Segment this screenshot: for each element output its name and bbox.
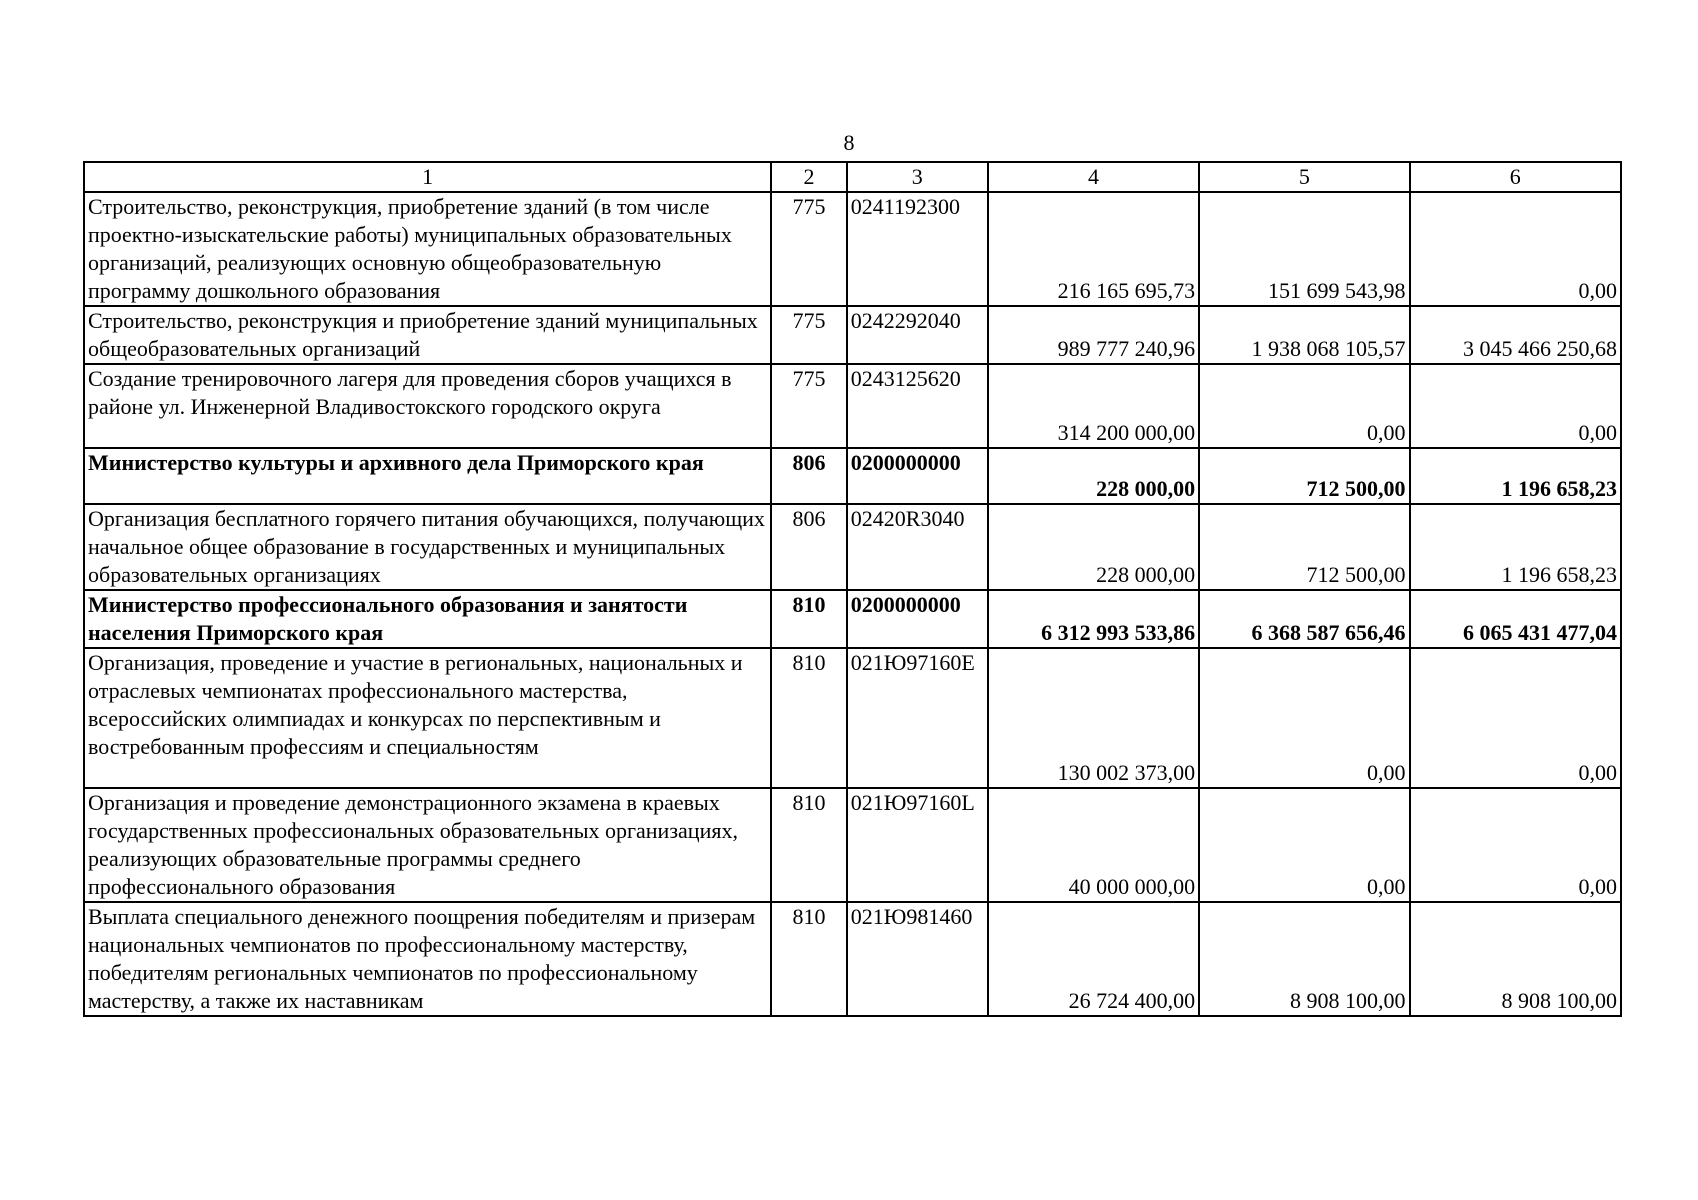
row-name: Организация и проведение демонстрационного экзамена в краевых государственных профессиональных образовательных организациях, реализующих образовательные программы среднего профессионального образования xyxy=(84,788,771,902)
row-amount-col4: 216 165 695,73 xyxy=(988,192,1199,306)
row-amount-col4: 40 000 000,00 xyxy=(988,788,1199,902)
row-amount-col6: 0,00 xyxy=(1410,192,1621,306)
row-department-code: 775 xyxy=(771,306,847,364)
column-header-4: 4 xyxy=(988,162,1199,192)
row-name: Министерство профессионального образования и занятости населения Приморского края xyxy=(84,590,771,648)
row-amount-col5: 1 938 068 105,57 xyxy=(1199,306,1409,364)
table-row xyxy=(84,306,1621,364)
row-name: Министерство культуры и архивного дела Приморского края xyxy=(84,448,771,504)
column-header-5: 5 xyxy=(1199,162,1409,192)
row-name: Строительство, реконструкция и приобретение зданий муниципальных общеобразовательных организаций xyxy=(84,306,771,364)
row-amount-col4: 228 000,00 xyxy=(988,504,1199,590)
row-amount-col4: 228 000,00 xyxy=(988,448,1199,504)
row-department-code: 806 xyxy=(771,504,847,590)
row-amount-col4: 6 312 993 533,86 xyxy=(988,590,1199,648)
table-row-department-total xyxy=(84,448,1621,504)
row-target-article: 0242292040 xyxy=(847,306,988,364)
row-amount-col5: 0,00 xyxy=(1199,648,1409,788)
row-department-code: 810 xyxy=(771,648,847,788)
row-amount-col6: 0,00 xyxy=(1410,788,1621,902)
column-header-3: 3 xyxy=(847,162,988,192)
table-row xyxy=(84,902,1621,1016)
row-department-code: 810 xyxy=(771,902,847,1016)
row-department-code: 806 xyxy=(771,448,847,504)
row-amount-col6: 3 045 466 250,68 xyxy=(1410,306,1621,364)
row-amount-col5: 6 368 587 656,46 xyxy=(1199,590,1409,648)
table-row xyxy=(84,364,1621,448)
row-amount-col5: 0,00 xyxy=(1199,788,1409,902)
table-row xyxy=(84,648,1621,788)
row-department-code: 810 xyxy=(771,788,847,902)
row-amount-col6: 6 065 431 477,04 xyxy=(1410,590,1621,648)
row-target-article: 0200000000 xyxy=(847,590,988,648)
row-name: Организация, проведение и участие в региональных, национальных и отраслевых чемпионатах профессионального мастерства, всероссийских олимпиадах и конкурсах по перспективным и востребованным профессиям и специальностям xyxy=(84,648,771,788)
table-row-department-total xyxy=(84,590,1621,648)
row-amount-col6: 1 196 658,23 xyxy=(1410,448,1621,504)
row-department-code: 810 xyxy=(771,590,847,648)
row-target-article: 021Ю97160Е xyxy=(847,648,988,788)
row-name: Выплата специального денежного поощрения победителям и призерам национальных чемпионатов по профессиональному мастерству, победителям региональных чемпионатов по профессиональному мастерству, а также их наставникам xyxy=(84,902,771,1016)
row-amount-col6: 0,00 xyxy=(1410,648,1621,788)
row-amount-col4: 130 002 373,00 xyxy=(988,648,1199,788)
row-name: Строительство, реконструкция, приобретение зданий (в том числе проектно-изыскательские работы) муниципальных образовательных организаций, реализующих основную общеобразовательную программу дошкольного образования xyxy=(84,192,771,306)
row-amount-col5: 712 500,00 xyxy=(1199,504,1409,590)
row-name: Организация бесплатного горячего питания обучающихся, получающих начальное общее образование в государственных и муниципальных образовательных организациях xyxy=(84,504,771,590)
column-number-row xyxy=(84,162,1621,192)
column-header-1: 1 xyxy=(84,162,771,192)
row-amount-col5: 8 908 100,00 xyxy=(1199,902,1409,1016)
row-amount-col5: 712 500,00 xyxy=(1199,448,1409,504)
row-amount-col6: 8 908 100,00 xyxy=(1410,902,1621,1016)
row-amount-col5: 151 699 543,98 xyxy=(1199,192,1409,306)
row-amount-col4: 314 200 000,00 xyxy=(988,364,1199,448)
row-amount-col6: 0,00 xyxy=(1410,364,1621,448)
row-target-article: 0243125620 xyxy=(847,364,988,448)
row-target-article: 0200000000 xyxy=(847,448,988,504)
table-row xyxy=(84,788,1621,902)
row-amount-col6: 1 196 658,23 xyxy=(1410,504,1621,590)
row-name: Создание тренировочного лагеря для проведения сборов учащихся в районе ул. Инженерной Владивостокского городского округа xyxy=(84,364,771,448)
row-target-article: 021Ю981460 xyxy=(847,902,988,1016)
row-amount-col4: 989 777 240,96 xyxy=(988,306,1199,364)
column-header-6: 6 xyxy=(1410,162,1621,192)
row-target-article: 021Ю97160L xyxy=(847,788,988,902)
row-amount-col5: 0,00 xyxy=(1199,364,1409,448)
budget-table xyxy=(83,161,1622,1017)
row-department-code: 775 xyxy=(771,192,847,306)
row-target-article: 0241192300 xyxy=(847,192,988,306)
row-department-code: 775 xyxy=(771,364,847,448)
page-number: 8 xyxy=(843,130,855,155)
table-row xyxy=(84,192,1621,306)
row-amount-col4: 26 724 400,00 xyxy=(988,902,1199,1016)
table-row xyxy=(84,504,1621,590)
column-header-2: 2 xyxy=(771,162,847,192)
row-target-article: 02420R3040 xyxy=(847,504,988,590)
